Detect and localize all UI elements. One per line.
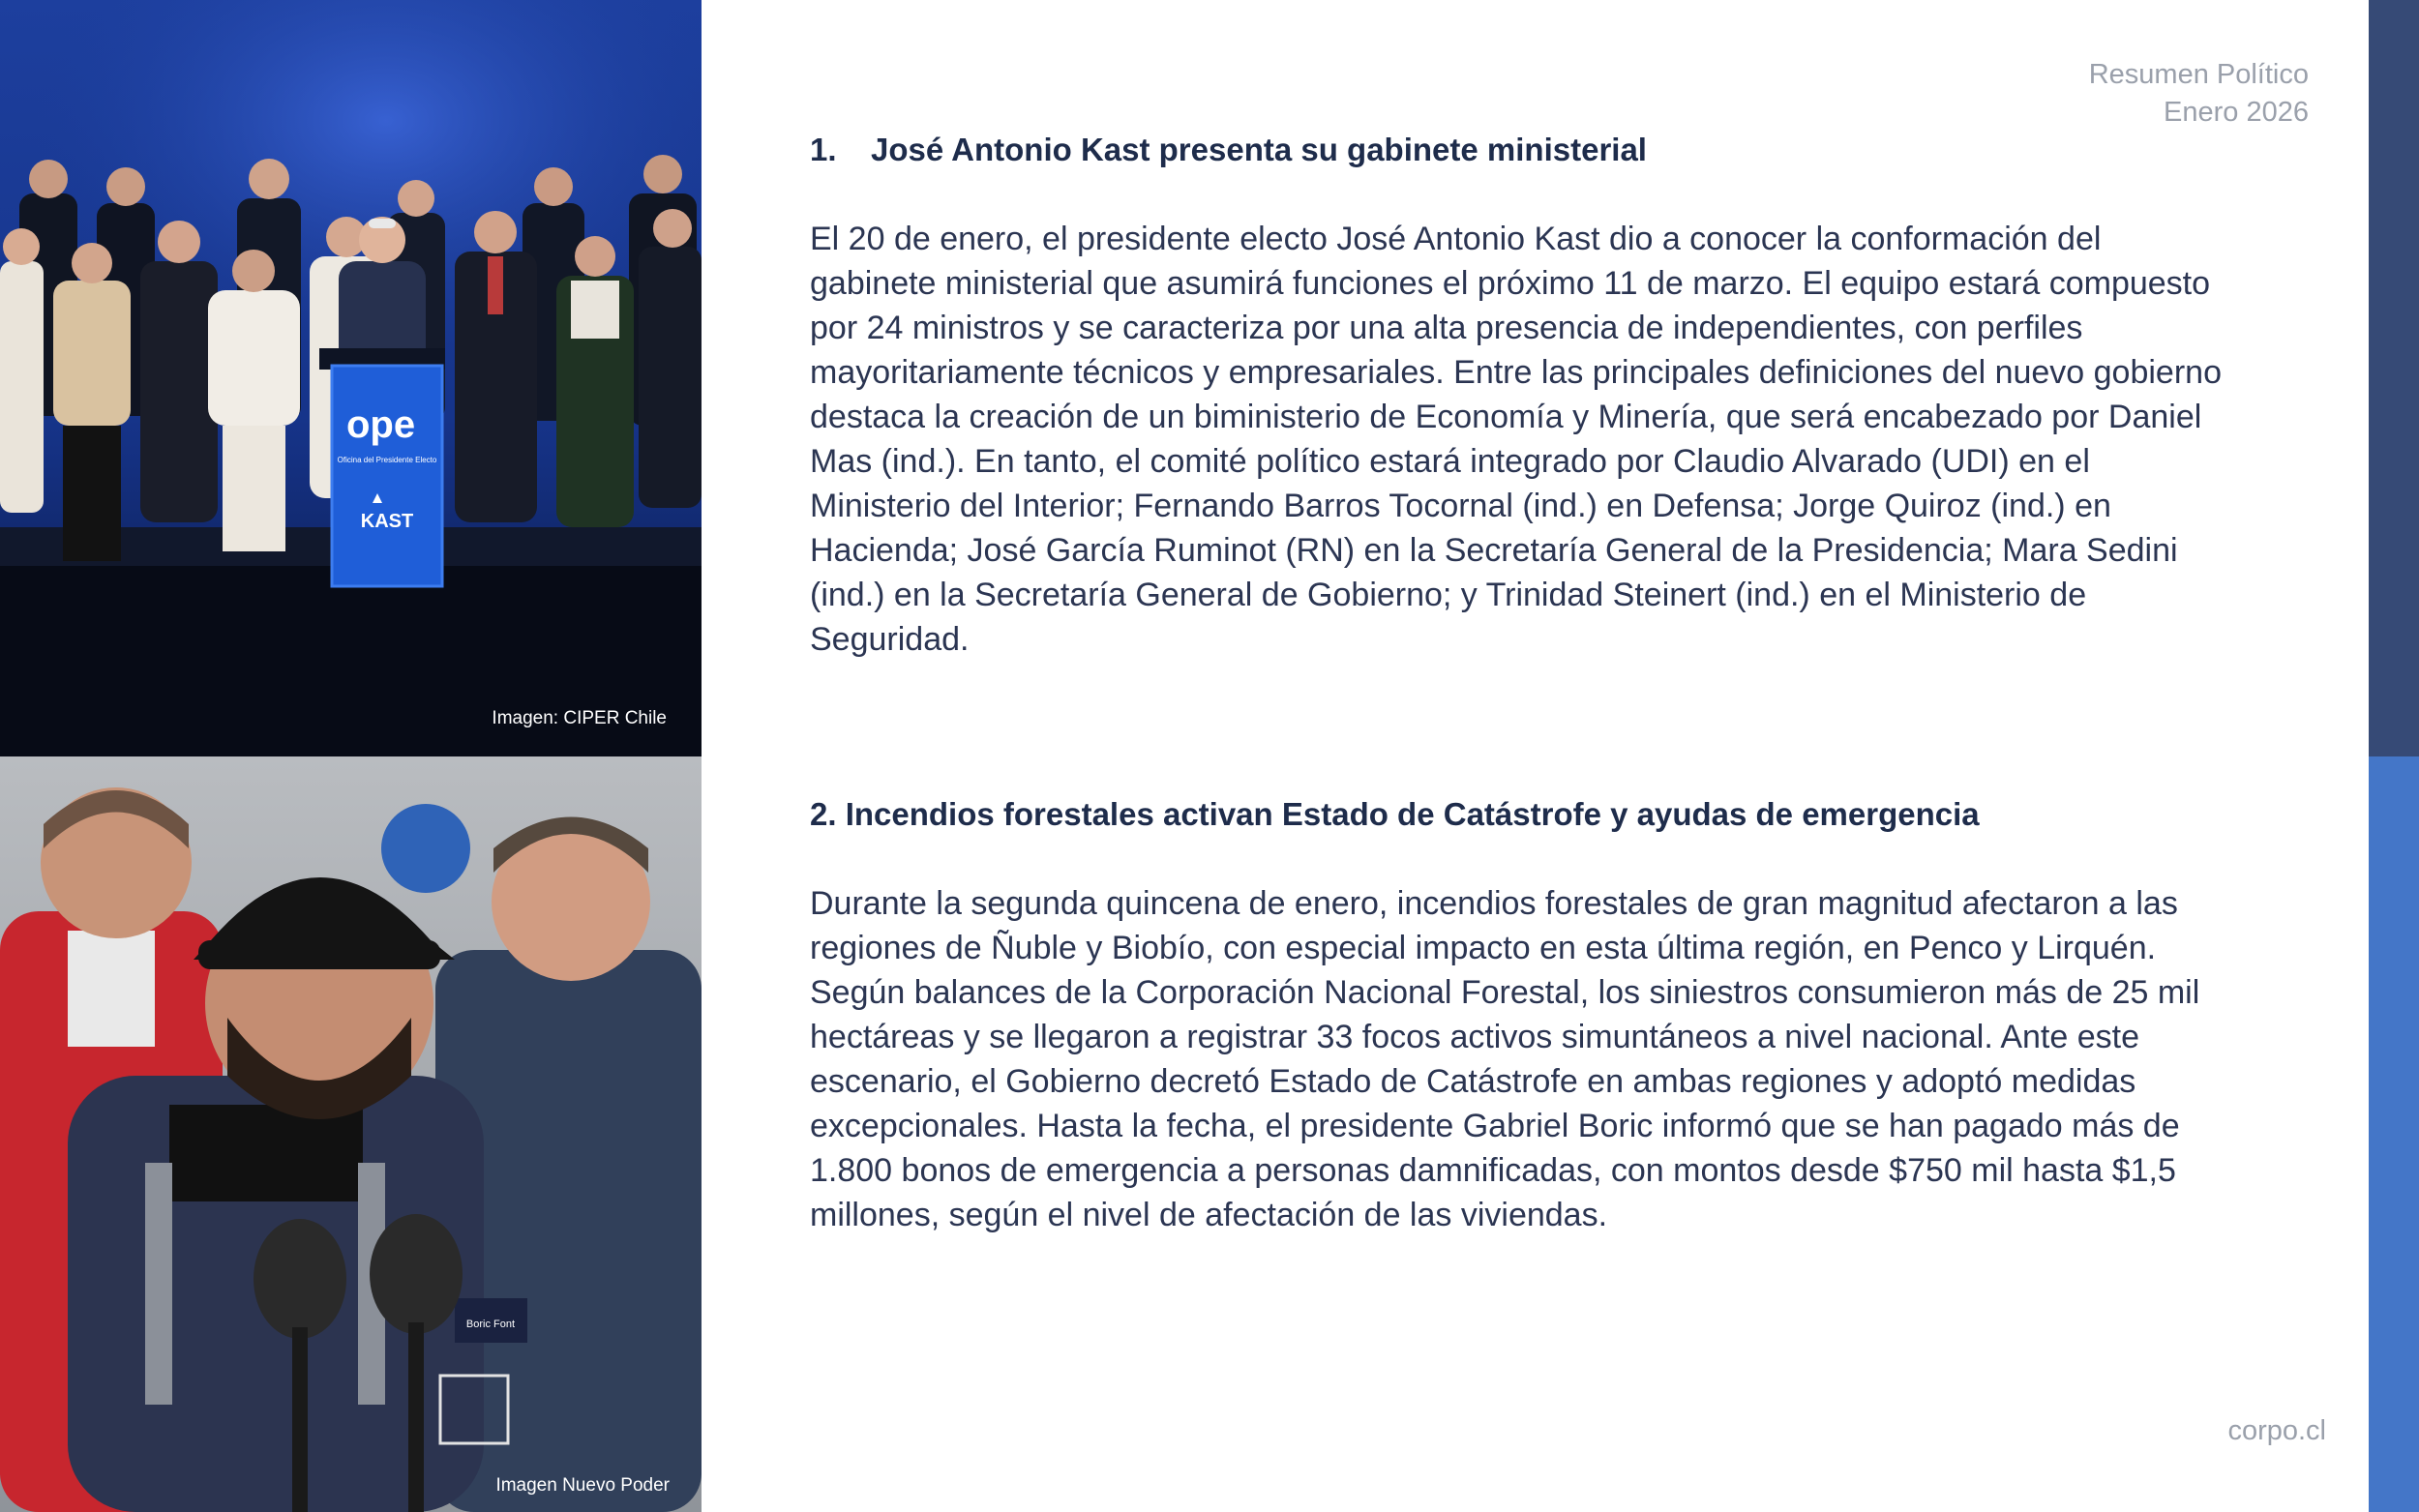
podium-badge: KAST <box>360 511 414 532</box>
accent-bar-light <box>2369 756 2419 1512</box>
section-1-number: 1. <box>810 132 837 167</box>
report-date: Enero 2026 <box>2164 97 2309 128</box>
report-title: Resumen Político <box>2088 59 2309 90</box>
photo-cabinet <box>0 0 702 756</box>
section-2-title: 2. Incendios forestales activan Estado de Catástrofe y ayudas de emergencia <box>810 796 1980 832</box>
section-1-body: El 20 de enero, el presidente electo José Antonio Kast dio a conocer la conformación del gabinete ministerial que asumirá funciones el próximo 11 de marzo. El equipo estará compuesto por 24 ministros y se caracteriza por una alta presencia de independientes, con perfiles mayoritariamente técnicos y empresariales. Entre las principales definiciones del nuevo gobierno destaca la creación de un biministerio de Economía y Minería, que será encabezado por Daniel Mas (ind.). En tanto, el comité político estará integrado por Claudio Alvarado (UDI) en el Ministerio del Interior; Fernando Barros Tocornal (ind.) en Defensa; Jorge Quiroz (ind.) en Hacienda; José García Ruminot (RN) en la Secretaría General de la Presidencia; Mara Sedini (ind.) en la Secretaría General de Gobierno; y Trinidad Steinert (ind.) en el Ministerio de Seguridad. <box>810 221 2222 658</box>
photo-caption-cabinet: Imagen: CIPER Chile <box>492 708 667 728</box>
vest-label: Boric Font <box>465 1319 516 1330</box>
accent-bar-dark <box>2369 0 2419 756</box>
report-header <box>2089 56 2309 132</box>
podium-logo: ope <box>346 403 416 446</box>
footer-site: corpo.cl <box>2227 1415 2326 1446</box>
photo-caption-emergency: Imagen Nuevo Poder <box>495 1475 670 1496</box>
section-1-title <box>810 132 1647 168</box>
photo-emergency <box>0 756 702 1512</box>
section-2-body: Durante la segunda quincena de enero, incendios forestales de gran magnitud afectaron a las regiones de Ñuble y Biobío, con especial impacto en esta última región, en Penco y Lirquén. Según balances de la Corporación Nacional Forestal, los siniestros consumieron más de 25 mil hectáreas y se llegaron a registrar 33 focos activos simuntáneos a nivel nacional. Ante este escenario, el Gobierno decretó Estado de Catástrofe en ambas regiones y adoptó medidas excepcionales. Hasta la fecha, el presidente Gabriel Boric informó que se han pagado más de 1.800 bonos de emergencia a personas damnificadas, con montos desde $750 mil hasta $1,5 millones, según el nivel de afectación de las viviendas. <box>810 885 2200 1233</box>
podium-subtitle: Oficina del Presidente Electo <box>337 456 437 464</box>
section-1-heading: José Antonio Kast presenta su gabinete ministerial <box>871 132 1647 167</box>
